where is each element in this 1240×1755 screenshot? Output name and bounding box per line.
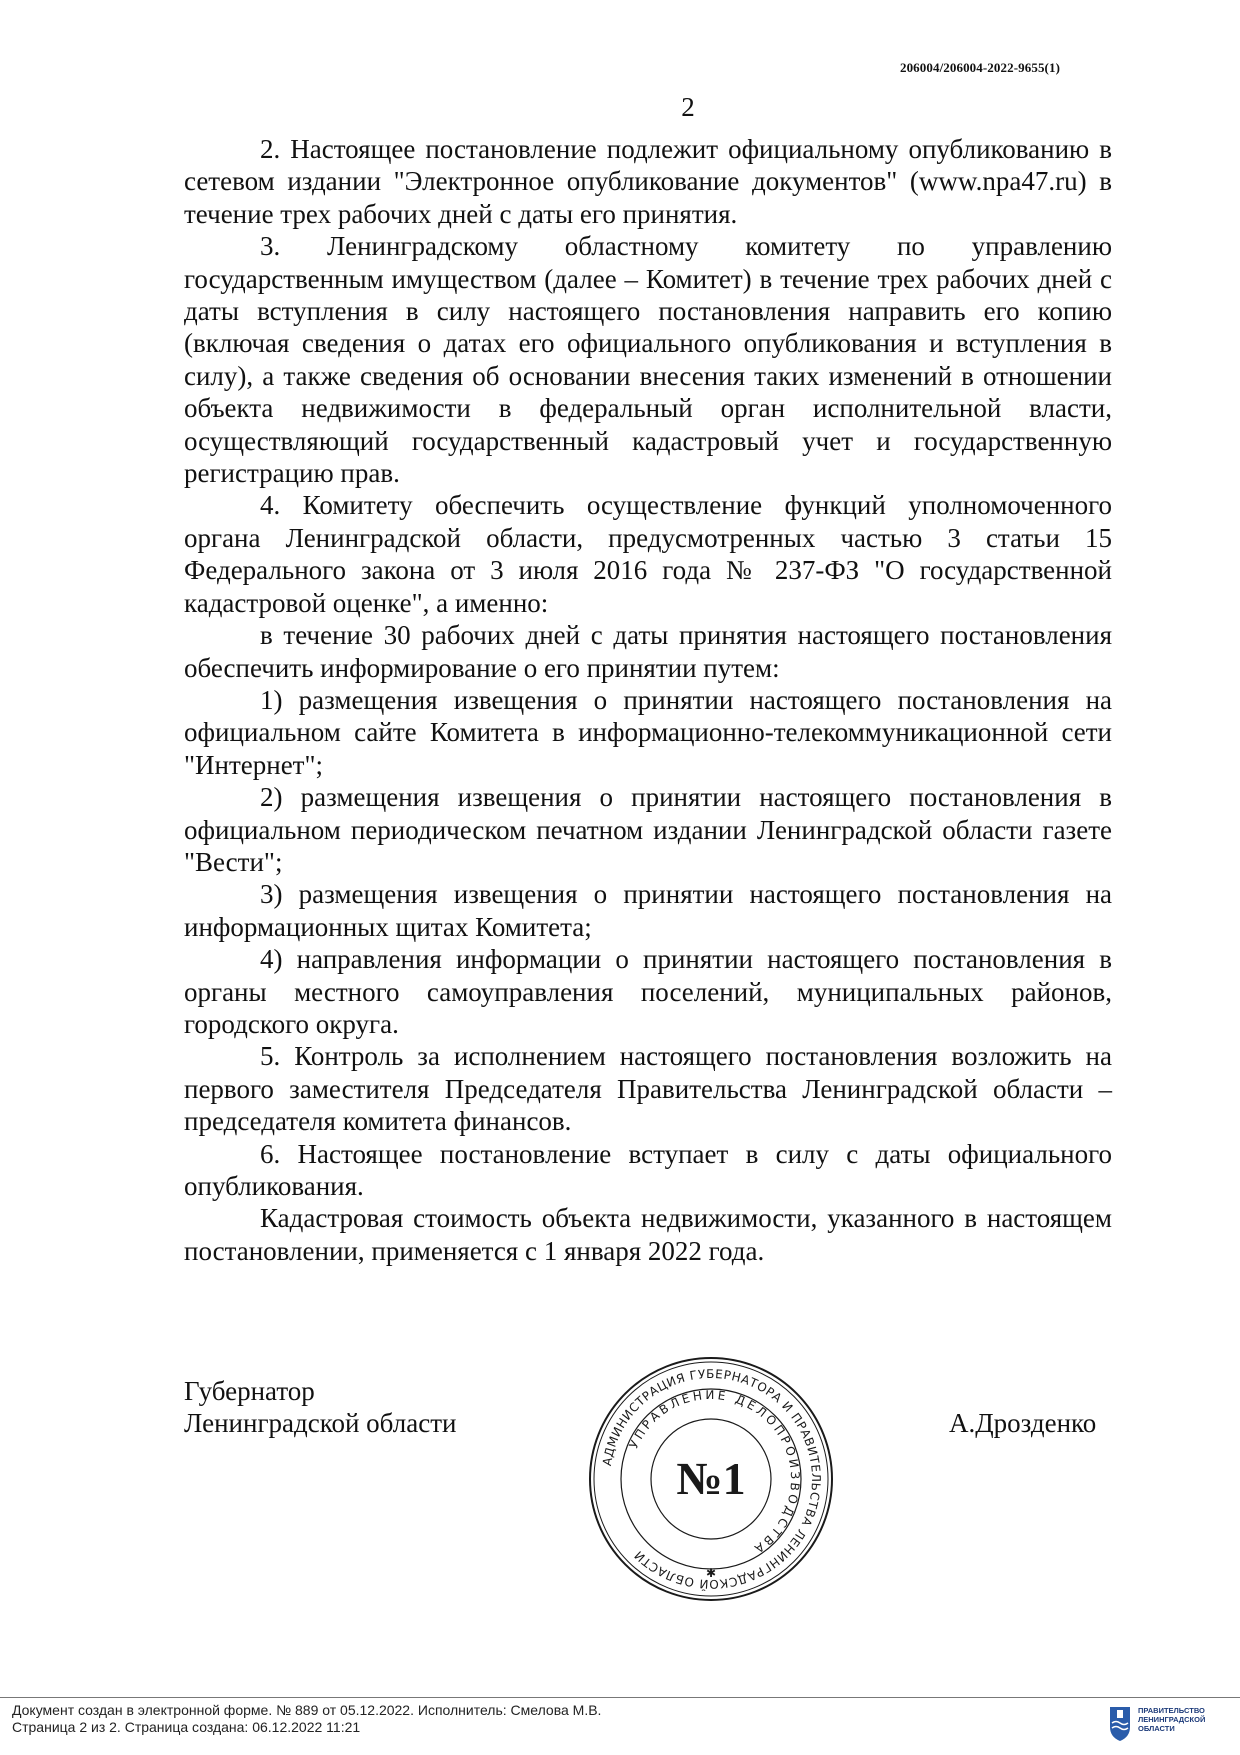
- seal-star-icon: ✱: [705, 1566, 717, 1580]
- signatory-title-line-2: Ленинградской области: [184, 1408, 457, 1438]
- footer-line-2: Страница 2 из 2. Страница создана: 06.12.2022 11:21: [12, 1719, 361, 1735]
- paragraph-3: 3. Ленинградскому областному комитету по управлению государственным имуществом (далее – Комитет) в течение трех рабочих дней с даты вступления в силу настоящего постановления направить его копию (включая сведения о датах его официального опубликования и вступления в силу), а также сведения об основании внесения таких изменений в отношении объекта недвижимости в федеральный орган исполнительной власти, осуществляющий государственный кадастровый учет и государственную регистрацию прав.: [184, 231, 1112, 489]
- paragraph-4-item-1: 1) размещения извещения о принятии настоящего постановления на официальном сайте Комитета в информационно-телекоммуникационной сети "Интернет";: [184, 684, 1112, 780]
- paragraph-4: 4. Комитету обеспечить осуществление функций уполномоченного органа Ленинградской области, предусмотренных частью 3 статьи 15 Федерального закона от 3 июля 2016 года № 237-ФЗ "О государственной кадастровой оценке", а именно:: [184, 490, 1112, 618]
- document-body: [184, 133, 1112, 1267]
- signatory-title-line-1: Губернатор: [184, 1376, 315, 1406]
- paragraph-4-item-4: 4) направления информации о принятии настоящего постановления в органы местного самоуправления поселений, муниципальных районов, городского округа.: [184, 944, 1112, 1039]
- seal-outer-text: АДМИНИСТРАЦИЯ ГУБЕРНАТОРА И ПРАВИТЕЛЬСТВА ЛЕНИНГРАДСКОЙ ОБЛАСТИ: [599, 1366, 824, 1592]
- paragraph-5: 5. Контроль за исполнением настоящего постановления возложить на первого заместителя Председателя Правительства Ленинградской области – председателя комитета финансов.: [184, 1041, 1112, 1137]
- paragraph-6: 6. Настоящее постановление вступает в силу с даты официального опубликования.: [184, 1138, 1112, 1201]
- paragraph-4-intro: в течение 30 рабочих дней с даты принятия настоящего постановления обеспечить информирование о его принятии путем:: [184, 620, 1112, 683]
- signatory-name: А.Дрозденко: [949, 1408, 1097, 1438]
- footer-info: [12, 1702, 601, 1736]
- seal-inner-text: УПРАВЛЕНИЕ ДЕЛОПРОИЗВОДСТВА: [626, 1387, 803, 1558]
- leningrad-region-emblem-icon: [1108, 1705, 1132, 1743]
- official-seal: [586, 1354, 836, 1604]
- signatory-title: [184, 1375, 456, 1439]
- footer-org-name: ПРАВИТЕЛЬСТВО ЛЕНИНГРАДСКОЙ ОБЛАСТИ: [1138, 1706, 1206, 1733]
- paragraph-2: 2. Настоящее постановление подлежит официальному опубликованию в сетевом издании "Электронное опубликование документов" (www.npa47.ru) в течение трех рабочих дней с даты его принятия.: [184, 134, 1112, 229]
- page-number: 2: [681, 92, 695, 122]
- paragraph-4-item-3: 3) размещения извещения о принятии настоящего постановления на информационных щитах Комитета;: [184, 879, 1112, 942]
- footer-divider: [0, 1697, 1240, 1698]
- seal-number: №1: [676, 1453, 746, 1504]
- cadastral-value-note: Кадастровая стоимость объекта недвижимости, указанного в настоящем постановлении, применяется с 1 января 2022 года.: [184, 1203, 1112, 1266]
- footer-line-1: Документ создан в электронной форме. № 889 от 05.12.2022. Исполнитель: Смелова М.В.: [12, 1702, 602, 1718]
- paragraph-4-item-2: 2) размещения извещения о принятии настоящего постановления в официальном периодическом печатном издании Ленинградской области газете "Вести";: [184, 782, 1112, 877]
- document-reference-number: 206004/206004-2022-9655(1): [899, 60, 1060, 75]
